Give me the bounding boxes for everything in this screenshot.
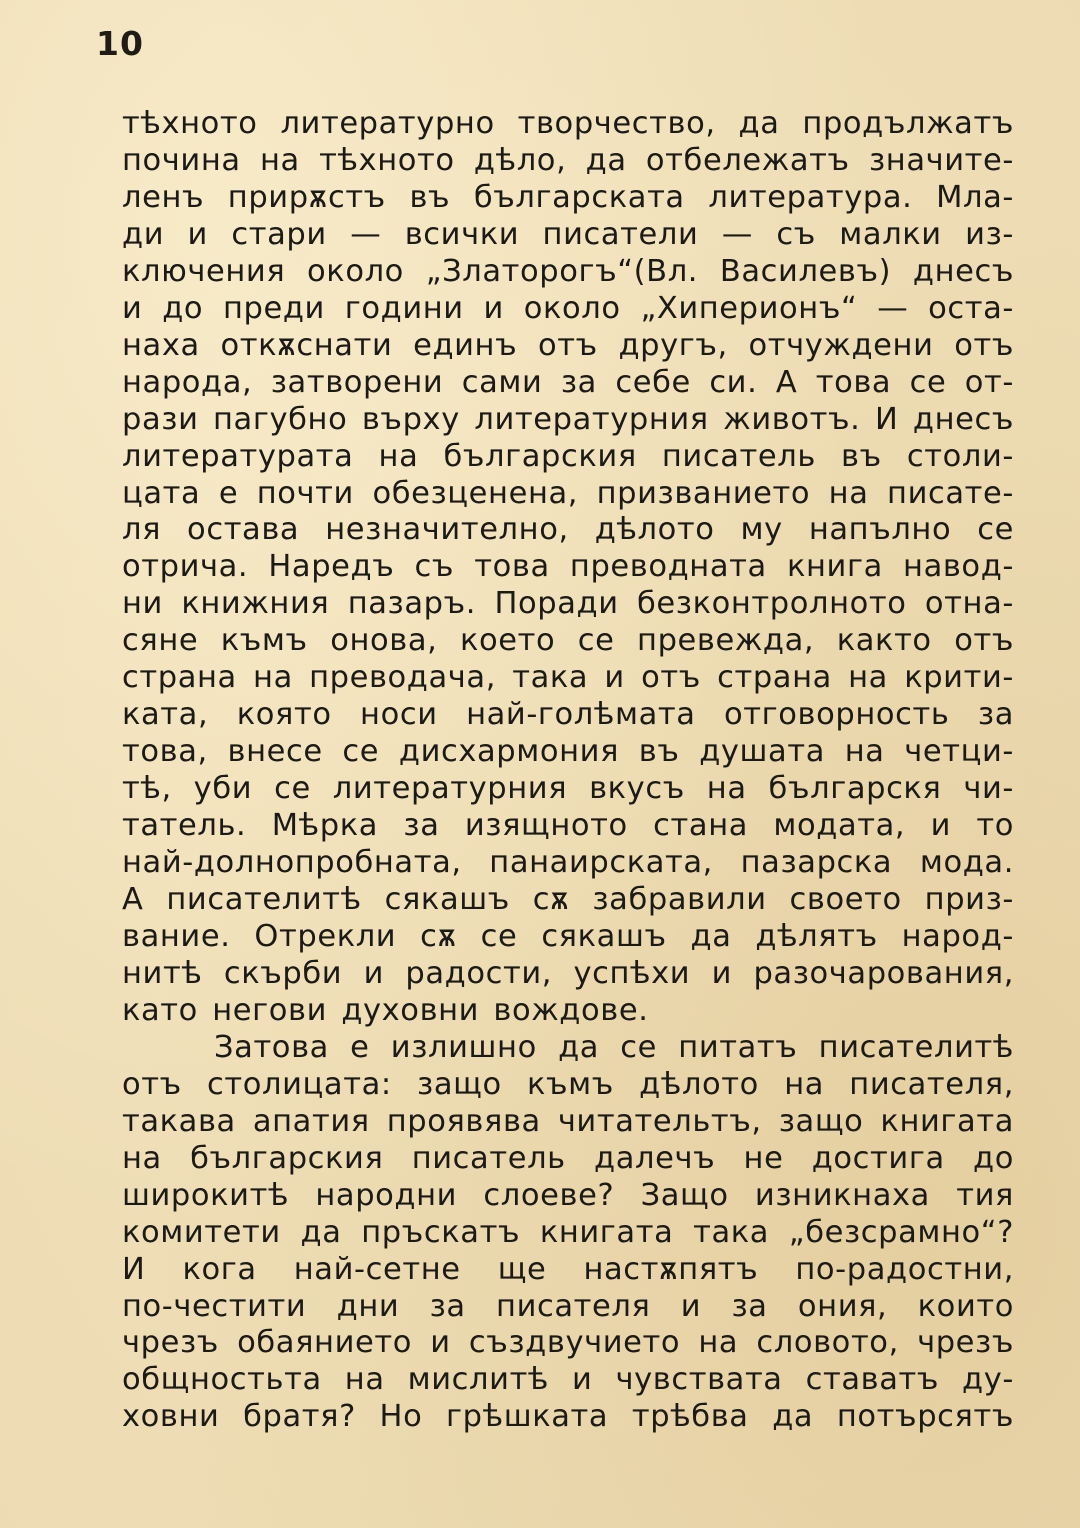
body-text <box>122 106 1014 1436</box>
text-line: тѣ, уби се литературния вкусъ на българскя чи- <box>122 771 1014 807</box>
text-line: народа, затворени сами за себе си. А това се от- <box>122 364 1014 400</box>
text-line: нитѣ скърби и радости, успѣхи и разочарования, <box>122 955 1014 991</box>
text-line: отъ столицата: защо къмъ дѣлото на писателя, <box>122 1066 1014 1102</box>
text-line: на българския писатель далечъ не достига до <box>122 1140 1014 1176</box>
text-line: наха откѫснати единъ отъ другъ, отчуждени отъ <box>122 327 1014 363</box>
page-number: 10 <box>96 24 144 63</box>
text-line: ховни братя? Но грѣшката трѣбва да потърсятъ <box>122 1399 1014 1435</box>
text-line: татель. Мѣрка за изящното стана модата, и то <box>122 808 1014 844</box>
text-line: това, внесе се дисхармония въ душата на четци- <box>122 734 1014 770</box>
text-line: отрича. Наредъ съ това преводната книга навод- <box>122 549 1014 585</box>
text-line: тѣхното литературно творчество, да продължатъ <box>122 106 1014 141</box>
text-line: сяне къмъ онова, което се превежда, както отъ <box>122 623 1014 659</box>
text-line: чрезъ обаянието и създвучието на словото, чрезъ <box>122 1325 1014 1361</box>
text-line: рази пагубно върху литературния животъ. И днесъ <box>122 401 1014 437</box>
text-line: И кога най-сетне ще настѫпятъ по-радостни, <box>122 1251 1014 1287</box>
text-line: А писателитѣ сякашъ сѫ забравили своето приз- <box>122 882 1014 918</box>
text-line: най-долнопробната, панаирската, пазарска мода. <box>122 845 1014 881</box>
text-line: общностьта на мислитѣ и чувствата ставатъ ду- <box>122 1362 1014 1398</box>
text-line: ленъ прирѫстъ въ българската литература. Мла- <box>122 179 1014 215</box>
text-line: Затова е излишно да се питатъ писателитѣ <box>214 1029 1014 1065</box>
text-line: ди и стари — всички писатели — съ малки из- <box>122 216 1014 252</box>
text-line: вание. Отрекли сѫ се сякашъ да дѣлятъ народ- <box>122 918 1014 954</box>
text-line: широкитѣ народни слоеве? Защо изникнаха тия <box>122 1177 1014 1213</box>
text-line: по-честити дни за писателя и за ония, които <box>122 1288 1014 1324</box>
text-line: литературата на българския писатель въ столи- <box>122 438 1014 474</box>
text-line: ни книжния пазаръ. Поради безконтролното отна- <box>122 586 1014 622</box>
text-line: такава апатия проявява читательтъ, защо книгата <box>122 1103 1014 1139</box>
text-line: комитети да пръскатъ книгата така „безсрамно“? <box>122 1214 1014 1250</box>
text-line: ключения около „Златорогъ“(Вл. Василевъ) днесъ <box>122 253 1014 289</box>
text-line: страна на преводача, така и отъ страна на крити- <box>122 660 1014 696</box>
text-line: ката, която носи най-голѣмата отговорность за <box>122 697 1014 733</box>
text-line: цата е почти обезценена, призванието на писате- <box>122 475 1014 511</box>
text-line: като негови духовни вождове. <box>122 992 649 1028</box>
text-line: и до преди години и около „Хиперионъ“ — оста- <box>122 290 1014 326</box>
text-line: ля остава незначително, дѣлото му напълно се <box>122 512 1014 548</box>
text-line: почина на тѣхното дѣло, да отбележатъ значите- <box>122 142 1014 178</box>
